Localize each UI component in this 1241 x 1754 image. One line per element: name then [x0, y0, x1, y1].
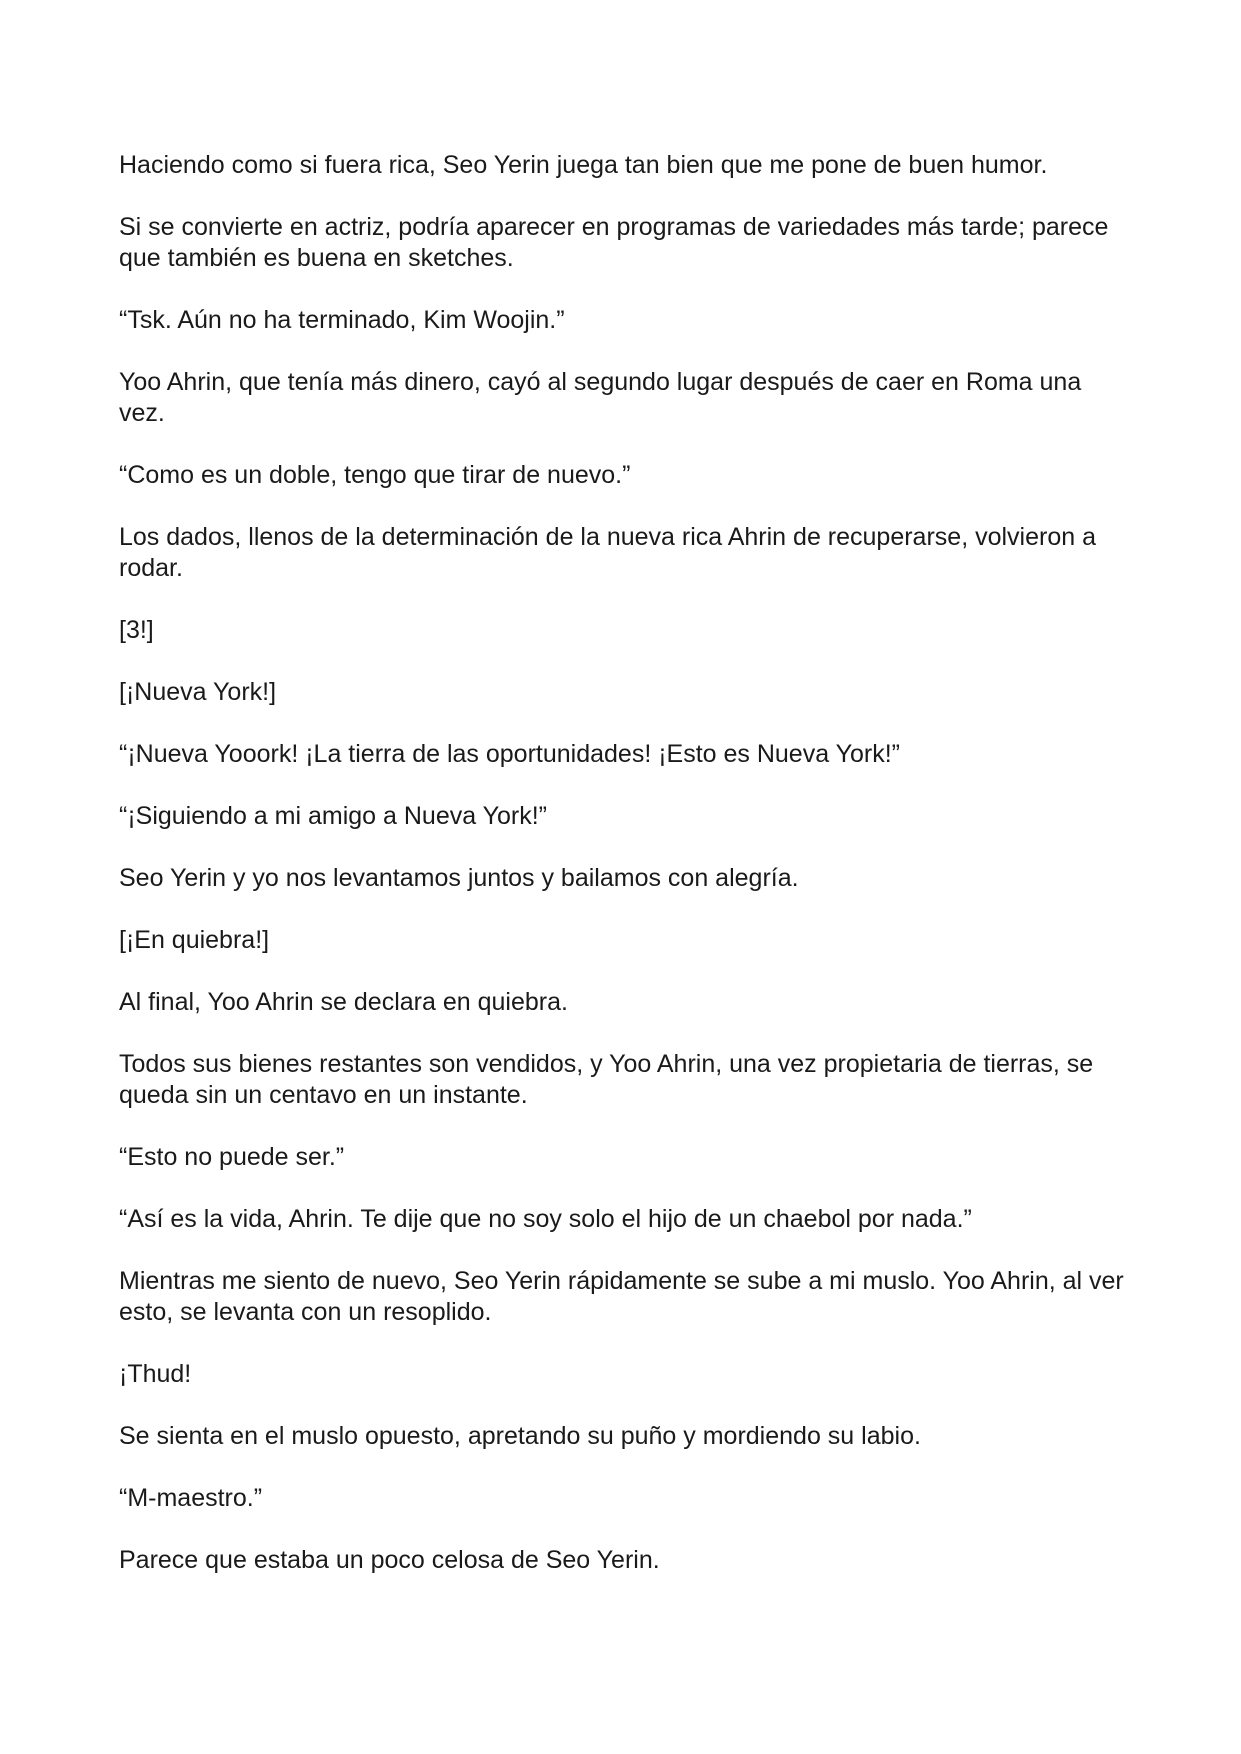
paragraph: “Tsk. Aún no ha terminado, Kim Woojin.” — [119, 306, 565, 334]
paragraph: “Así es la vida, Ahrin. Te dije que no soy solo el hijo de un chaebol por nada.” — [119, 1205, 972, 1233]
paragraph: “¡Nueva Yooork! ¡La tierra de las oportunidades! ¡Esto es Nueva York!” — [119, 740, 900, 768]
paragraph: Haciendo como si fuera rica, Seo Yerin juega tan bien que me pone de buen humor. — [119, 151, 1048, 179]
paragraph: Todos sus bienes restantes son vendidos, y Yoo Ahrin, una vez propietaria de tierras, se queda sin un centavo en un instante. — [119, 1050, 1094, 1109]
paragraph: Se sienta en el muslo opuesto, apretando su puño y mordiendo su labio. — [119, 1422, 921, 1450]
paragraph: Los dados, llenos de la determinación de la nueva rica Ahrin de recuperarse, volvieron a rodar. — [119, 523, 1096, 582]
document-body — [119, 150, 1129, 1576]
paragraph: “Esto no puede ser.” — [119, 1143, 345, 1171]
paragraph: Yoo Ahrin, que tenía más dinero, cayó al segundo lugar después de caer en Roma una vez. — [119, 368, 1082, 427]
paragraph: Si se convierte en actriz, podría aparecer en programas de variedades más tarde; parece que también es buena en sketches. — [119, 213, 1109, 272]
paragraph: “¡Siguiendo a mi amigo a Nueva York!” — [119, 802, 548, 830]
paragraph: “M-maestro.” — [119, 1484, 263, 1512]
paragraph: [¡En quiebra!] — [119, 926, 270, 954]
paragraph: “Como es un doble, tengo que tirar de nuevo.” — [119, 461, 631, 489]
paragraph: ¡Thud! — [119, 1360, 192, 1388]
paragraph: [¡Nueva York!] — [119, 678, 277, 706]
paragraph: Seo Yerin y yo nos levantamos juntos y bailamos con alegría. — [119, 864, 799, 892]
paragraph: Mientras me siento de nuevo, Seo Yerin rápidamente se sube a mi muslo. Yoo Ahrin, al ver esto, se levanta con un resoplido. — [119, 1267, 1124, 1326]
paragraph: Parece que estaba un poco celosa de Seo Yerin. — [119, 1546, 660, 1574]
paragraph: Al final, Yoo Ahrin se declara en quiebra. — [119, 988, 568, 1016]
paragraph: [3!] — [119, 616, 154, 644]
